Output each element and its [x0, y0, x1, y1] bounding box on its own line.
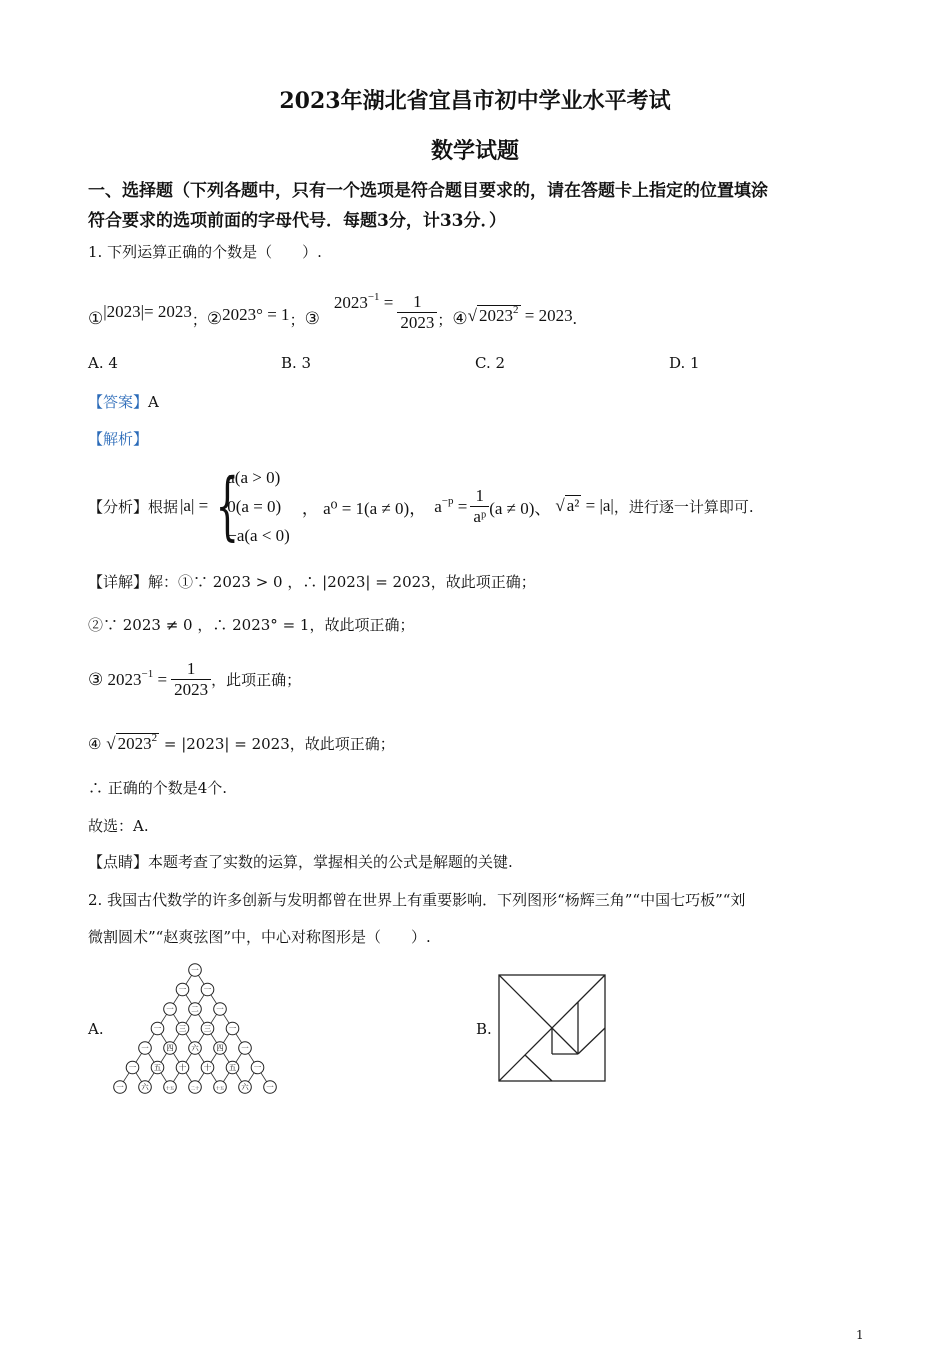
triangle-node-label: 四: [166, 1043, 174, 1053]
detail-3-base: ③ 2023: [88, 670, 142, 689]
q1-expr-4-exp: 2: [513, 304, 519, 316]
triangle-node-label: 二: [191, 1004, 199, 1014]
q1-answer-row: [88, 391, 159, 412]
q1-expr-2: 2023° = 1: [222, 305, 290, 324]
detail-3-eq: =: [157, 670, 168, 689]
detail-row-5: ∴ 正确的个数是4个.: [88, 779, 228, 797]
q1-expr-4-rhs: = 2023: [524, 306, 573, 325]
triangle-node-label: 一: [228, 1024, 237, 1034]
triangle-node-label: 一: [116, 1082, 124, 1092]
tangram-figure: [498, 974, 608, 1084]
fenxi-f1: ， a⁰ = 1(a ≠ 0)，: [301, 498, 427, 518]
q2-line-2: 微割圆术”“赵爽弦图”中，中心对称图形是（ ）.: [88, 928, 431, 946]
detail-row-2: ②∵ 2023 ≠ 0 ，∴ 2023° = 1，故此项正确；: [88, 616, 415, 634]
q1-expr-3-fraction: [397, 292, 437, 333]
page-subtitle: 数学试题: [430, 138, 519, 164]
triangle-node-label: 十五: [165, 1085, 175, 1091]
triangle-node-label: 一: [216, 1004, 224, 1014]
fenxi-f3-radicand: a²: [566, 496, 580, 515]
analysis-tag: 【解析】: [88, 430, 149, 448]
page-title: 2023年湖北省宜昌市初中学业水平考试: [279, 88, 671, 114]
fenxi-pre: 根据: [148, 497, 179, 516]
fenxi-case-1: a(a > 0): [227, 467, 281, 487]
detail-3-exp: −1: [141, 668, 154, 680]
detail-row-6: 故选：A.: [88, 817, 149, 835]
detail-4-exp: 2: [151, 732, 158, 744]
q1-sep-2: ；: [289, 312, 305, 329]
fenxi-brace: {: [215, 463, 240, 549]
triangle-node-label: 一: [266, 1082, 274, 1092]
fenxi-f3-rhs: = |a|: [585, 496, 614, 515]
q1-option-b: B. 3: [281, 354, 312, 372]
triangle-node-label: 六: [241, 1082, 249, 1092]
fenxi-f3: √ a² = |a|: [555, 496, 614, 515]
q1-option-d: D. 1: [669, 354, 700, 372]
fenxi-f2-base: a: [434, 497, 442, 516]
triangle-node-label: 一: [253, 1063, 262, 1073]
q1-stem: 1. 下列运算正确的个数是（ ）.: [88, 243, 322, 261]
detail-4-pre: ④: [88, 735, 102, 753]
triangle-node-label: 一: [178, 985, 187, 995]
fenxi-abs: |a| =: [180, 496, 209, 515]
tangram-lower-edge: [525, 1055, 552, 1081]
q2-option-b-label: B.: [476, 1020, 492, 1038]
q1-expr-4: √ 2023$^2$ = 2023: [467, 304, 573, 325]
triangle-node-label: 六: [191, 1043, 199, 1053]
q1-option-c: C. 2: [475, 354, 506, 372]
triangle-node-label: 十: [203, 1063, 212, 1073]
triangle-node-label: 五: [153, 1063, 162, 1073]
fenxi-f2-eq: =: [457, 497, 468, 516]
detail-row-4: ④ √ 2023$^2$ = |2023| = 2023，故此项正确；: [88, 732, 395, 753]
detail-4-radicand: 2023: [117, 734, 152, 753]
fenxi-f2-cond: (a ≠ 0)、: [489, 498, 552, 518]
q2-line-1: 2. 我国古代数学的许多创新与发明都曾在世界上有重要影响．下列图形“杨辉三角”“中国七巧板”“刘: [88, 891, 746, 909]
q1-expr-3-exp: −1: [367, 291, 380, 303]
q2-option-a-label: A.: [88, 1020, 104, 1038]
triangle-node-label: 一: [241, 1043, 249, 1053]
detail-3-end: ，此项正确；: [211, 670, 302, 689]
detail-3-den: 2023: [174, 679, 209, 699]
detail-row-3: [88, 656, 301, 702]
triangle-node-label: 一: [203, 985, 212, 995]
q1-circle-3: ③: [304, 309, 320, 328]
q1-expr-3-num: 1: [397, 292, 437, 313]
triangle-node-label: 五: [228, 1063, 237, 1073]
q1-option-a: A. 4: [88, 354, 118, 372]
triangle-node-label: 一: [141, 1043, 149, 1053]
q1-expr-4-radicand: 2023: [479, 306, 513, 325]
fenxi-f2-fraction: [470, 486, 489, 527]
triangle-node-label: 一: [166, 1004, 174, 1014]
q1-sep-1: ；: [191, 312, 207, 329]
yang-hui-triangle-figure: [105, 962, 285, 1094]
detail-3-num: 1: [171, 659, 211, 680]
tangram-right-edge: [578, 1028, 605, 1054]
detail-1: 解：①∵ 2023 > 0 ，∴ |2023| = 2023，故此项正确；: [148, 573, 536, 591]
triangle-node-label: 十五: [215, 1085, 225, 1091]
page-number: 1: [856, 1328, 864, 1342]
detail-tag: 【详解】: [88, 573, 149, 591]
triangle-node-label: 二十: [190, 1085, 200, 1091]
triangle-node-label: 一: [191, 965, 199, 975]
section-heading-line1: 一、选择题（下列各题中，只有一个选项是符合题目要求的，请在答题卡上指定的位置填涂: [88, 181, 768, 201]
answer-value: A: [148, 393, 159, 411]
triangle-node-label: 三: [203, 1024, 212, 1034]
q1-expr-3-eq: =: [383, 293, 394, 312]
fenxi-case-2: 0(a = 0): [227, 496, 282, 516]
triangle-node-label: 四: [216, 1043, 224, 1053]
fenxi-end: ，进行逐一计算即可.: [613, 497, 754, 516]
fenxi-tag: 【分析】: [88, 497, 149, 516]
fenxi-row: [88, 460, 754, 552]
dianjing-row: [88, 851, 513, 872]
dianjing-tag: 【点睛】: [88, 853, 149, 871]
q1-expr-3-den: 2023: [400, 312, 435, 332]
q1-circle-4: ④: [452, 309, 468, 328]
q1-expr-3-base: 2023: [333, 293, 368, 312]
detail-row-1: [88, 571, 536, 592]
q1-end: .: [572, 309, 577, 328]
fenxi-case-3: −a(a < 0): [227, 525, 290, 545]
q1-expressions: [88, 282, 577, 342]
triangle-node-label: 六: [141, 1082, 149, 1092]
section-heading-line2: 符合要求的选项前面的字母代号．每题3分，计33分．）: [88, 211, 506, 231]
q1-expr-1: |2023|= 2023: [103, 302, 192, 321]
q1-sep-3: ；: [437, 312, 453, 329]
fenxi-f2-den: aᵖ: [473, 506, 487, 526]
triangle-node-label: 三: [178, 1024, 187, 1034]
answer-tag: 【答案】: [88, 393, 149, 411]
fenxi-f2-num: 1: [470, 486, 489, 507]
dianjing-text: 本题考查了实数的运算，掌握相关的公式是解题的关键.: [148, 853, 513, 871]
q1-circle-2: ②: [206, 309, 223, 328]
fenxi-f2-exp: −p: [441, 495, 454, 507]
detail-4-rhs: = |2023| = 2023，故此项正确；: [163, 735, 395, 753]
triangle-node-label: 十: [178, 1063, 187, 1073]
triangle-node-label: 一: [153, 1024, 162, 1034]
q1-circle-1: ①: [88, 309, 104, 328]
detail-3-fraction: [171, 659, 211, 700]
triangle-node-label: 一: [128, 1063, 137, 1073]
